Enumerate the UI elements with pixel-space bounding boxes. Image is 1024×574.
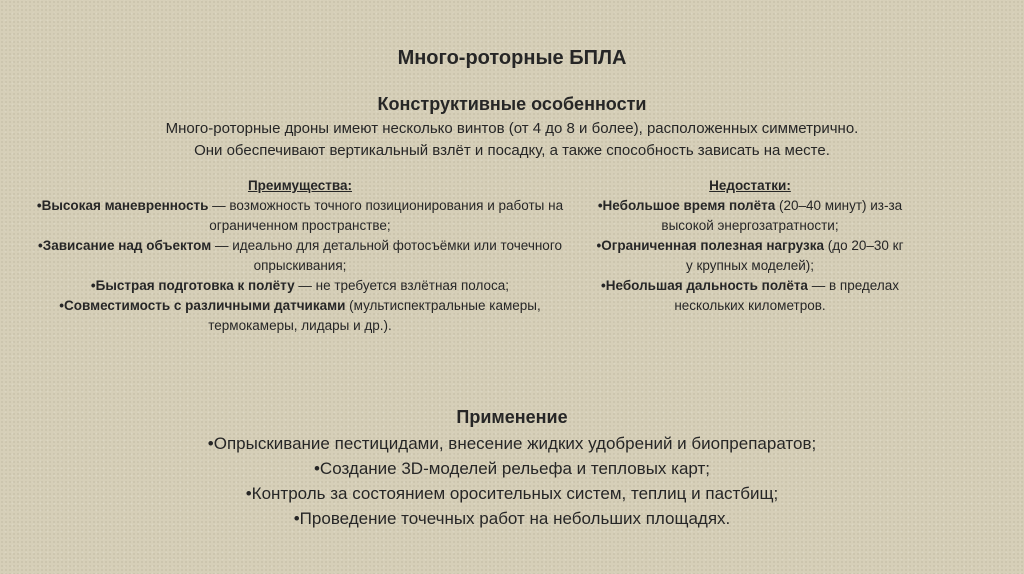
disadvantage-item-text: (20–40 минут) из-за высокой энергозатратности; bbox=[661, 198, 903, 233]
advantage-item-text: — идеально для детальной фотосъёмки или точечного опрыскивания; bbox=[211, 238, 562, 273]
advantage-item-bold: •Зависание над объектом bbox=[38, 238, 212, 253]
intro-line: Они обеспечивают вертикальный взлёт и посадку, а также способность зависать на месте. bbox=[194, 142, 830, 159]
advantage-item bbox=[30, 276, 570, 296]
advantage-item-bold: •Быстрая подготовка к полёту bbox=[90, 278, 295, 293]
intro-line: Много-роторные дроны имеют несколько винтов (от 4 до 8 и более), расположенных симметрично. bbox=[165, 120, 859, 137]
section-subtitle: Конструктивные особенности bbox=[377, 94, 647, 114]
advantage-item-bold: •Совместимость с различными датчиками bbox=[59, 298, 346, 313]
disadvantage-item bbox=[595, 196, 905, 236]
advantage-item bbox=[30, 296, 570, 336]
advantage-item bbox=[30, 196, 570, 236]
slide-title: Много-роторные БПЛА bbox=[397, 47, 627, 69]
disadvantage-item-text: — в пределах нескольких километров. bbox=[674, 278, 899, 313]
advantage-item-text: — не требуется взлётная полоса; bbox=[294, 278, 510, 293]
advantages-block bbox=[30, 176, 570, 336]
application-item: •Проведение точечных работ на небольших площадях. bbox=[293, 509, 731, 528]
application-title: Применение bbox=[456, 407, 568, 427]
application-item: •Контроль за состоянием оросительных систем, теплиц и пастбищ; bbox=[245, 484, 779, 503]
advantage-item-bold: •Высокая маневренность bbox=[36, 198, 209, 213]
disadvantage-item-text: (до 20–30 кг у крупных моделей); bbox=[685, 238, 904, 273]
disadvantages-heading: Недостатки: bbox=[709, 178, 791, 193]
advantage-item-text: — возможность точного позиционирования и работы на ограниченном пространстве; bbox=[208, 198, 564, 233]
disadvantage-item-bold: •Ограниченная полезная нагрузка bbox=[596, 238, 824, 253]
advantage-item-text: (мультиспектральные камеры, термокамеры, лидары и др.). bbox=[208, 298, 541, 333]
disadvantages-block bbox=[595, 176, 905, 316]
application-list bbox=[0, 431, 1024, 531]
advantages-heading: Преимущества: bbox=[247, 178, 353, 193]
disadvantage-item-bold: •Небольшое время полёта bbox=[597, 198, 776, 213]
application-item: •Создание 3D-моделей рельефа и тепловых карт; bbox=[313, 459, 711, 478]
disadvantage-item bbox=[595, 276, 905, 316]
disadvantage-item bbox=[595, 236, 905, 276]
disadvantage-item-bold: •Небольшая дальность полёта bbox=[601, 278, 808, 293]
advantage-item bbox=[30, 236, 570, 276]
intro-paragraph bbox=[0, 118, 1024, 162]
application-item: •Опрыскивание пестицидами, внесение жидких удобрений и биопрепаратов; bbox=[207, 434, 817, 453]
